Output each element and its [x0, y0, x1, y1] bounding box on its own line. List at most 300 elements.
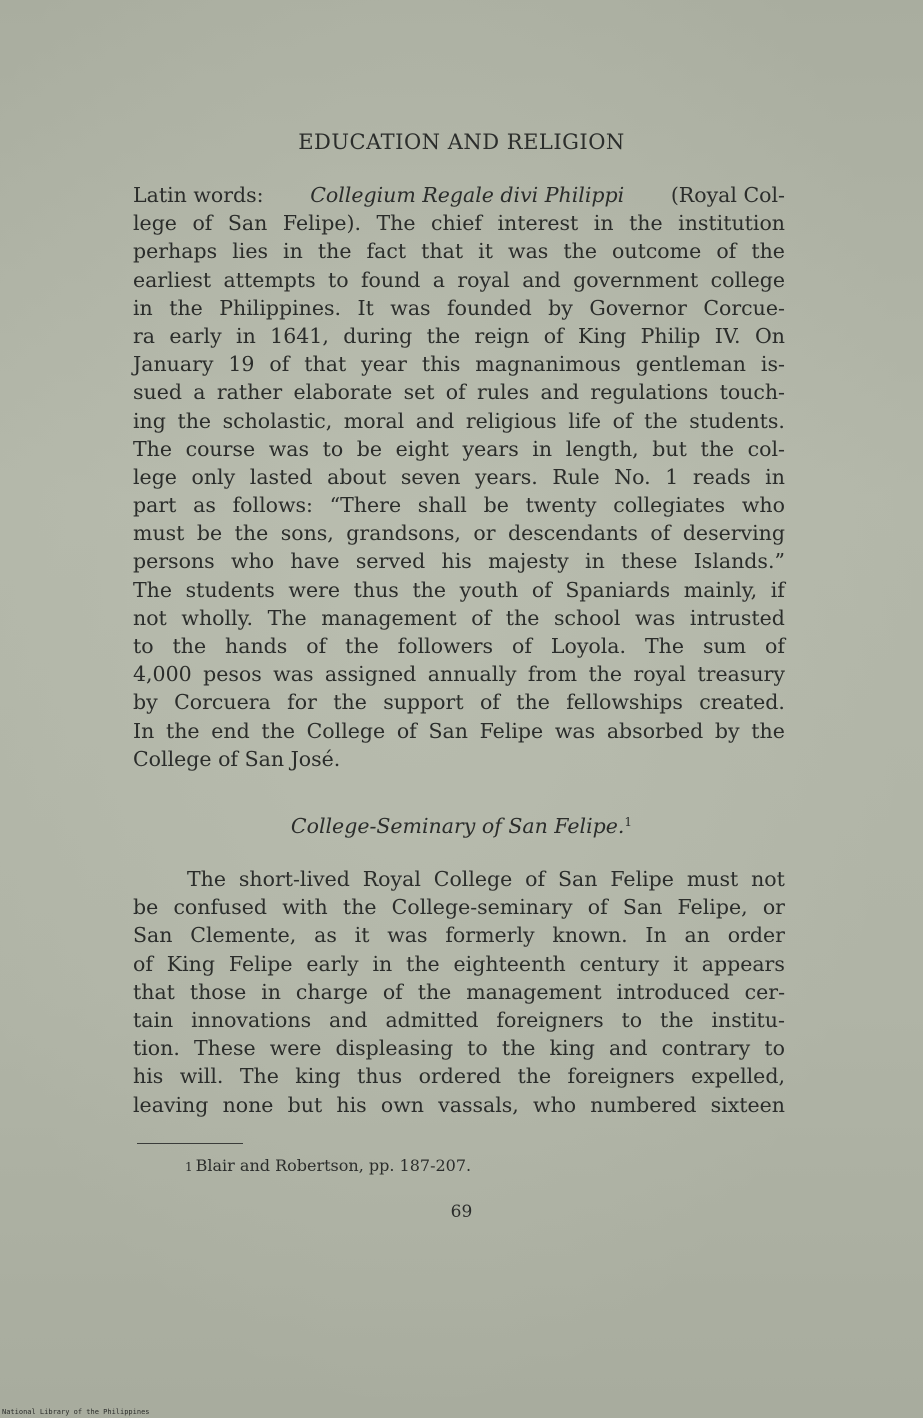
word: the: [177, 408, 212, 433]
word: Loyola.: [550, 634, 627, 658]
word: from: [527, 662, 578, 687]
word: students.: [689, 408, 785, 433]
word: collegiates: [613, 493, 726, 518]
word: to: [467, 1036, 488, 1061]
word: mainly,: [683, 577, 758, 602]
word: but: [652, 436, 687, 461]
word: the: [505, 605, 540, 630]
word: Felipe).: [282, 211, 361, 236]
word: of: [479, 690, 500, 715]
word: of: [382, 979, 403, 1004]
word: century: [579, 951, 660, 976]
word: of: [531, 577, 552, 602]
text-line: [133, 1034, 785, 1062]
word: the: [172, 634, 207, 658]
word: College: [306, 718, 386, 743]
running-head: EDUCATION AND RELIGION: [298, 130, 625, 154]
word: cer-: [744, 979, 785, 1004]
word: Felipe: [610, 867, 674, 891]
word: years.: [474, 464, 538, 489]
word: and: [328, 1007, 368, 1032]
word: pesos: [203, 662, 262, 687]
word: ra: [133, 323, 156, 348]
paragraph-2: [133, 865, 785, 1119]
word: not: [751, 867, 785, 891]
word: appears: [701, 951, 785, 976]
word: as: [314, 923, 337, 948]
word: not: [133, 605, 167, 630]
word: of: [511, 634, 532, 658]
word: 19: [228, 352, 255, 377]
text-line: [133, 266, 785, 294]
word: that: [304, 352, 347, 377]
word: perhaps: [133, 239, 218, 264]
word: those: [189, 979, 247, 1004]
word: support: [383, 690, 464, 715]
word: College-seminary: [391, 895, 573, 920]
word: follows:: [232, 493, 313, 518]
word: confused: [173, 895, 268, 920]
word: who: [230, 549, 275, 574]
word: set: [403, 380, 435, 405]
word: his: [336, 1092, 367, 1117]
word: rules: [477, 380, 530, 405]
word: leaving: [133, 1092, 209, 1117]
footnote-text: Blair and Robertson, pp. 187-207.: [195, 1156, 472, 1175]
word: the: [417, 979, 452, 1004]
text-line: [133, 717, 785, 745]
word: it: [354, 923, 370, 948]
text-line: [133, 378, 785, 406]
word: the: [644, 408, 678, 433]
word: Felipe: [228, 951, 293, 976]
word: majesty: [488, 549, 569, 574]
word: be: [196, 521, 223, 546]
word: management: [466, 979, 602, 1004]
word: of: [525, 867, 546, 891]
word: Clemente,: [190, 923, 297, 948]
footnote-divider: [137, 1143, 243, 1144]
word: in: [585, 549, 605, 574]
word: institu-: [711, 1007, 785, 1032]
word: outcome: [612, 239, 702, 264]
text-line-part: Latin words:: [133, 183, 264, 207]
text-line: [133, 435, 785, 463]
word: be: [483, 493, 509, 518]
word: January: [133, 352, 214, 377]
word: gentleman: [635, 352, 746, 377]
word: sixteen: [710, 1092, 785, 1117]
word: length,: [565, 436, 639, 461]
word: col-: [747, 436, 785, 461]
word: was: [387, 923, 428, 948]
word: of: [612, 408, 633, 433]
text-line: [133, 1062, 785, 1090]
word: in: [372, 951, 393, 976]
word: expelled,: [691, 1064, 785, 1089]
word: contrary: [661, 1036, 751, 1061]
word: seven: [400, 464, 461, 489]
word: lies: [232, 239, 268, 264]
word: of: [396, 718, 417, 743]
word: In: [645, 923, 667, 948]
word: own: [380, 1092, 424, 1117]
word: that: [421, 239, 464, 264]
word: regulations: [590, 380, 709, 405]
word: early: [169, 323, 222, 348]
word: and: [415, 408, 455, 433]
word: ordered: [418, 1064, 502, 1089]
text-line: [133, 294, 785, 322]
word: royal: [457, 267, 510, 292]
word: the: [342, 895, 377, 920]
word: Philippines.: [219, 295, 342, 320]
word: thus: [353, 577, 399, 602]
word: chief: [431, 211, 482, 236]
text-line: [133, 1006, 785, 1034]
word: hands: [225, 634, 288, 658]
word: during: [343, 323, 413, 348]
word: the: [345, 634, 379, 658]
word: was: [390, 295, 431, 320]
word: lege: [133, 211, 177, 236]
word: and: [540, 380, 580, 405]
word: must: [133, 521, 185, 546]
word: to: [328, 267, 349, 292]
word: of: [306, 634, 327, 658]
word: his: [133, 1064, 164, 1089]
word: students: [185, 577, 275, 602]
word: Islands.”: [693, 549, 785, 574]
word: in: [133, 295, 153, 320]
word: sons,: [280, 521, 334, 546]
word: in: [593, 211, 614, 236]
text-line: [133, 237, 785, 265]
word: magnanimous: [475, 352, 621, 377]
word: admitted: [385, 1007, 479, 1032]
word: the: [317, 239, 352, 264]
word: to: [764, 1036, 785, 1061]
word: must: [686, 867, 739, 891]
word: if: [770, 577, 785, 602]
word: none: [222, 1092, 274, 1117]
word: Spaniards: [565, 577, 671, 602]
word: by: [133, 690, 158, 715]
word: 1641,: [270, 323, 329, 348]
word: persons: [133, 549, 215, 574]
word: the: [261, 718, 295, 743]
word: annually: [427, 662, 517, 687]
word: founded: [447, 295, 532, 320]
word: King: [166, 951, 215, 976]
text-line: [133, 1091, 785, 1119]
section-heading-text: College-Seminary of San Felipe.: [290, 814, 625, 838]
word: youth: [459, 577, 519, 602]
word: vassals,: [438, 1092, 519, 1117]
text-line: [133, 604, 785, 632]
word: this: [421, 352, 461, 377]
word: twenty: [525, 493, 597, 518]
word: interest: [497, 211, 579, 236]
word: San: [557, 867, 598, 891]
word: was: [635, 605, 676, 630]
word: sum: [702, 634, 747, 658]
word: be: [356, 436, 383, 461]
word: early: [306, 951, 359, 976]
word: it: [478, 239, 493, 264]
word: government: [573, 267, 699, 292]
text-line: [133, 350, 785, 378]
word: San: [428, 718, 468, 743]
word: eight: [395, 436, 449, 461]
word: scholastic,: [222, 408, 333, 433]
word: It: [357, 295, 374, 320]
word: the: [412, 577, 447, 602]
word: these: [621, 549, 678, 574]
word: it: [673, 951, 688, 976]
word: to: [133, 634, 154, 658]
word: were: [269, 1036, 322, 1061]
word: Corcuera: [174, 690, 271, 715]
word: Philip: [640, 323, 701, 348]
word: will.: [179, 1064, 224, 1089]
word: royal: [633, 662, 686, 687]
word: The: [239, 1064, 279, 1089]
word: intrusted: [689, 605, 785, 630]
text-line: [133, 865, 785, 893]
word: The: [644, 634, 684, 658]
text-line: [133, 745, 785, 773]
word: king: [295, 1064, 341, 1089]
text-line: [133, 181, 785, 209]
text-line: [133, 950, 785, 978]
word: by: [548, 295, 573, 320]
footnote: [185, 1156, 471, 1175]
word: the: [517, 1064, 552, 1089]
word: institution: [678, 211, 785, 236]
word: fact: [366, 239, 407, 264]
word: the: [426, 323, 461, 348]
text-line: [133, 491, 785, 519]
word: Rule: [552, 464, 600, 489]
word: as: [193, 493, 216, 518]
word: The: [187, 867, 227, 891]
word: was: [554, 718, 596, 743]
page-number: 69: [450, 1202, 473, 1222]
word: introduced: [616, 979, 730, 1004]
word: a: [432, 267, 445, 292]
word: 1: [665, 464, 679, 489]
word: the: [751, 239, 785, 264]
word: Felipe,: [677, 895, 748, 920]
word: Royal: [362, 867, 421, 891]
word: On: [754, 323, 785, 348]
word: life: [568, 408, 602, 433]
word: IV.: [714, 323, 741, 348]
text-line: [133, 632, 785, 660]
word: order: [727, 923, 785, 948]
word: religious: [465, 408, 557, 433]
text-line: [133, 576, 785, 604]
word: served: [355, 549, 426, 574]
word: descendants: [508, 521, 638, 546]
word: formerly: [445, 923, 535, 948]
text-line: [133, 209, 785, 237]
word: the: [588, 662, 623, 687]
word: of: [471, 605, 492, 630]
word: a: [193, 380, 206, 405]
word: of: [445, 380, 466, 405]
text-line-part: (Royal Col-: [670, 183, 785, 207]
word: ing: [133, 408, 166, 433]
word: for: [287, 690, 317, 715]
paragraph-1: [133, 181, 785, 773]
word: his: [441, 549, 472, 574]
word: wholly.: [181, 605, 253, 630]
text-line: [133, 921, 785, 949]
word: of: [133, 951, 153, 976]
word: was: [268, 436, 309, 461]
word: created.: [699, 690, 785, 715]
word: and: [608, 1036, 648, 1061]
word: King: [578, 323, 627, 348]
word: sued: [133, 380, 182, 405]
word: who: [533, 1092, 577, 1117]
word: the: [751, 718, 785, 743]
word: the: [165, 718, 200, 743]
word: of: [269, 352, 290, 377]
word: the: [516, 690, 550, 715]
word: No.: [614, 464, 651, 489]
word: by: [714, 718, 740, 743]
word: lasted: [249, 464, 313, 489]
word: The: [133, 436, 173, 461]
text-line: [133, 463, 785, 491]
text-line: [133, 688, 785, 716]
word: of: [192, 211, 213, 236]
word: thus: [357, 1064, 403, 1089]
word: The: [376, 211, 416, 236]
word: reign: [474, 323, 530, 348]
text-line: [133, 407, 785, 435]
word: the: [700, 436, 735, 461]
word: of: [716, 239, 737, 264]
word: the: [563, 239, 597, 264]
text-line: [133, 660, 785, 688]
word: grandsons,: [346, 521, 461, 546]
word: College: [133, 746, 212, 771]
word: king: [549, 1036, 595, 1061]
word: charge: [295, 979, 368, 1004]
word: was: [508, 239, 549, 264]
word: years: [462, 436, 519, 461]
text-line: [133, 519, 785, 547]
word: The: [133, 577, 173, 602]
word: deserving: [682, 521, 785, 546]
word: in: [765, 464, 785, 489]
word: was: [273, 662, 314, 687]
footnote-mark: 1: [185, 1160, 193, 1174]
word: in: [283, 239, 303, 264]
word: that: [133, 979, 175, 1004]
word: elaborate: [293, 380, 393, 405]
word: The: [267, 605, 307, 630]
word: in: [236, 323, 256, 348]
library-credit: National Library of the Philippines: [2, 1408, 150, 1416]
word: have: [290, 549, 340, 574]
word: the: [406, 951, 440, 976]
word: year: [361, 352, 407, 377]
word: rather: [216, 380, 283, 405]
word: found: [360, 267, 421, 292]
word: of: [765, 634, 785, 658]
word: touch-: [719, 380, 785, 405]
word: assigned: [324, 662, 417, 687]
word: or: [473, 521, 496, 546]
word: the: [629, 211, 663, 236]
word: tion.: [133, 1036, 180, 1061]
word: foreigners: [567, 1064, 675, 1089]
word: and: [522, 267, 561, 292]
word: college: [710, 267, 785, 292]
word: earliest: [133, 267, 212, 292]
word: These: [193, 1036, 256, 1061]
word: treasury: [697, 662, 785, 687]
word: absorbed: [606, 718, 704, 743]
word: is-: [760, 352, 785, 377]
word: be: [133, 895, 159, 920]
word: fellowships: [566, 690, 683, 715]
word: the: [169, 295, 203, 320]
text-line: [133, 978, 785, 1006]
word: Felipe: [479, 718, 544, 743]
word: tain: [133, 1007, 174, 1032]
word: shall: [417, 493, 467, 518]
section-heading: [0, 814, 923, 838]
word: known.: [552, 923, 628, 948]
word: innovations: [191, 1007, 312, 1032]
word: San: [244, 746, 285, 771]
word: Corcue-: [703, 295, 785, 320]
word: but: [287, 1092, 323, 1117]
word: reads: [692, 464, 751, 489]
word: or: [762, 895, 785, 920]
word: the: [234, 521, 269, 546]
word: the: [501, 1036, 536, 1061]
word: foreigners: [496, 1007, 604, 1032]
word: part: [133, 493, 177, 518]
word: eighteenth: [453, 951, 566, 976]
word: to: [322, 436, 344, 461]
word: San: [133, 923, 173, 948]
word: of: [587, 895, 608, 920]
word: of: [650, 521, 671, 546]
word: the: [659, 1007, 694, 1032]
word: San: [622, 895, 663, 920]
word: 4,000: [133, 662, 192, 687]
word: of: [543, 323, 564, 348]
word: short-lived: [238, 867, 350, 891]
word: to: [621, 1007, 643, 1032]
word: the: [333, 690, 367, 715]
latin-title: Collegium Regale divi Philippi: [310, 183, 625, 207]
word: about: [327, 464, 387, 489]
word: moral: [343, 408, 405, 433]
word: only: [191, 464, 236, 489]
word: course: [185, 436, 256, 461]
text-line: [133, 547, 785, 575]
word: in: [261, 979, 281, 1004]
